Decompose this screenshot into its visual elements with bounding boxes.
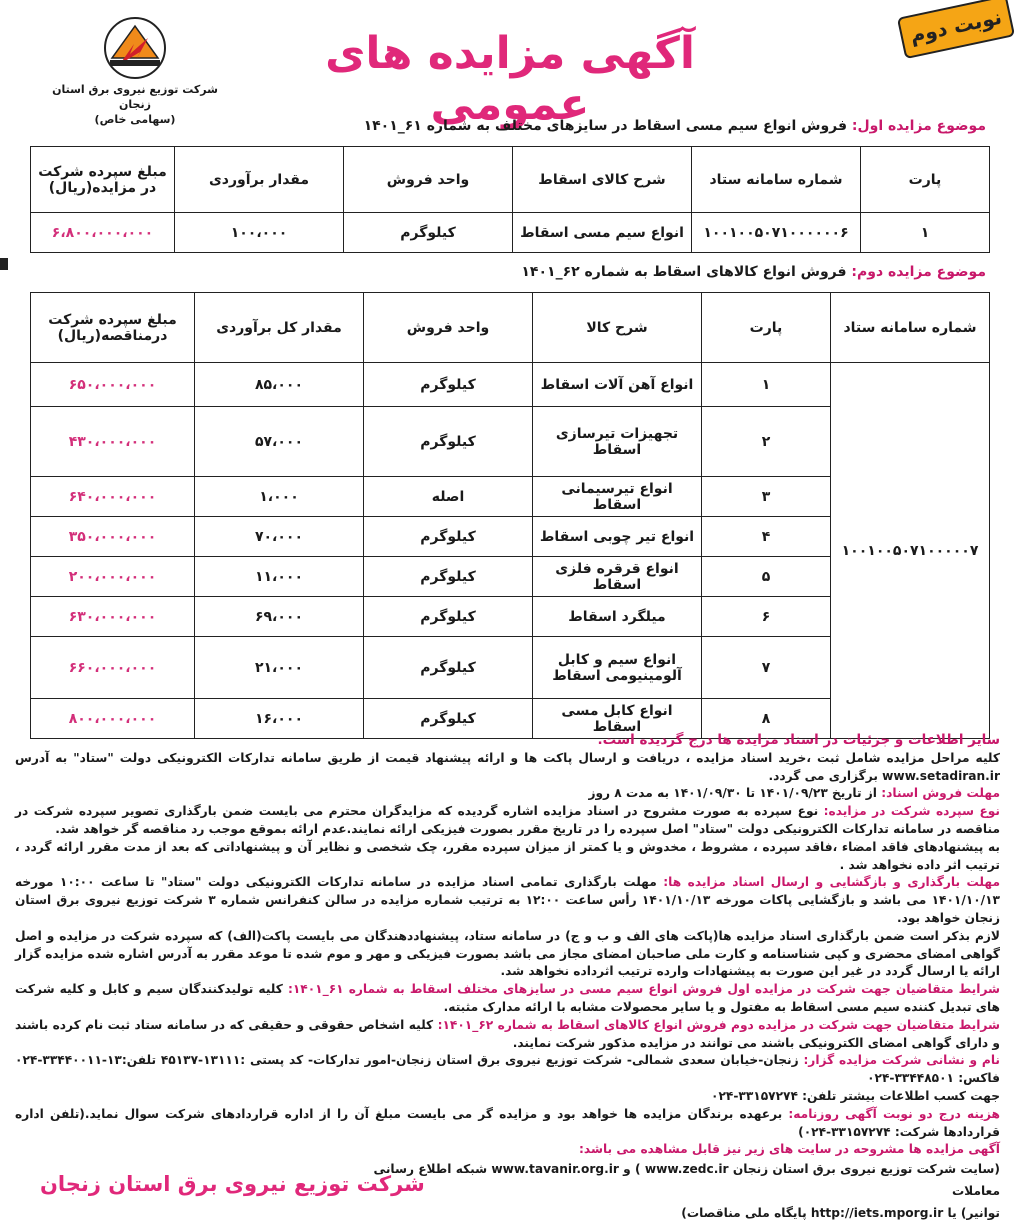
table-cell-description: میلگرد اسقاط [533,597,702,637]
info-paragraph [15,981,1000,1017]
table-cell: ۱۰۰،۰۰۰ [175,213,344,253]
cond2-text: کلیه اشخاص حقوقی و حقیقی که در سامانه ستاد ثبت نام کرده باشند و دارای گواهی امضای الکترونیکی باشند می توانند در مزایده مذکور شرکت نمایند. [15,1017,1000,1050]
cond2-label: شرایط متقاضیان جهت شرکت در مزایده دوم فروش انواع کالاهای اسقاط به شماره ۶۲_۱۴۰۱: [437,1017,1001,1032]
table-cell-description: انواع آهن آلات اسقاط [533,363,702,407]
envelope-text: لازم بذکر است ضمن بارگذاری اسناد مزایده ها(پاکت های الف و ب و ج) در سامانه ستاد، پیشنهاددهندگان می بایست پاکت(الف) که سپرده شرکت در مزایده و اصل گواهی امضای محضری و کپی شناسنامه و کارت ملی صاحبان امضای مجاز می باشد بصورت فیزیکی و مهر و موم شده تا موعد مقرر به آدرس اشاره شده مزایده گزار ارائه یا ارسال گردد در غیر این صورت به پیشنهادات وارده ترتیب اثرداده نخواهد شد. [15,928,1000,979]
address-label: نام و نشانی شرکت مزایده گزار: [803,1053,1000,1068]
notice-body [15,732,1000,1159]
table-cell-part: ۶ [702,597,831,637]
table-cell-deposit: ۸۰۰،۰۰۰،۰۰۰ [31,699,195,739]
table-cell-part: ۲ [702,407,831,477]
site-text: ) و [623,1162,641,1176]
table-cell-description: انواع تیر چوبی اسقاط [533,517,702,557]
company-logo-icon [90,14,180,86]
info-paragraph [15,803,1000,839]
table-cell-quantity: ۶۹،۰۰۰ [195,597,364,637]
table-cell-unit: کیلوگرم [364,407,533,477]
auction2-header: شماره سامانه ستاد [831,293,990,363]
auction1-subject [364,118,986,134]
site-text: شبکه اطلاع رسانی معاملات [373,1162,1000,1198]
info-paragraph [15,874,1000,927]
table-cell-unit: کیلوگرم [364,363,533,407]
table-cell-description: تجهیزات تیرسازی اسقاط [533,407,702,477]
auction1-header: مقدار برآوردی [175,147,344,213]
info-paragraph [15,1017,1000,1053]
margin-mark [0,258,8,270]
sale-text: از تاریخ ۱۴۰۱/۰۹/۲۳ تا ۱۴۰۱/۰۹/۳۰ به مدت ۸ روز [588,786,877,801]
auction1-subject-text: فروش انواع سیم مسی اسقاط در سایزهای مختلف به شماره ۶۱_۱۴۰۱ [363,118,848,134]
auction1-header: پارت [861,147,990,213]
note-text: به پیشنهادهای فاقد امضاء ،فاقد سپرده ، مشروط ، مخدوش و یا کمتر از میزان سپرده مقرر، چک شخصی و نظایر آن و پیشنهاداتی که بعد از مدت مقرر ارائه گردد ، ترتیب اثر داده نخواهد شد . [15,839,1000,872]
table-cell-deposit: ۶۵۰،۰۰۰،۰۰۰ [31,363,195,407]
logo-company-type: (سهامی خاص) [94,113,176,126]
table-cell-deposit: ۳۵۰،۰۰۰،۰۰۰ [31,517,195,557]
table-cell-part: ۱ [702,363,831,407]
deposit-text: نوع سپرده به صورت مشروح در اسناد مزایده اشاره گردیده که مزایدگران محترم می بایست ضمن بارگذاری تصویر سپرده شرکت در مناقصه در سامانه تدارکات الکترونیکی دولت "ستاد" اصل سپرده را در تاریخ مقرر بصورت فیزیکی ارائه نمایند.عدم ارائه بموقع موجب رد مناقصه گر خواهد شد. [15,804,1000,836]
table-cell: کیلوگرم [344,213,513,253]
table-cell-unit: کیلوگرم [364,597,533,637]
table-cell-quantity: ۲۱،۰۰۰ [195,637,364,699]
auction2-header-row [31,293,990,363]
tavanir-link[interactable]: www.tavanir.org.ir [491,1162,619,1176]
sites-list [360,1158,1000,1224]
table-cell-part: ۷ [702,637,831,699]
auction2-header: شرح کالا [533,293,702,363]
info-paragraph [15,839,1000,875]
auction2-header: واحد فروش [364,293,533,363]
info-p1-end: برگزاری می گردد. [768,768,878,783]
info-p1-text: کلیه مراحل مزایده شامل ثبت ،خرید اسناد مزایده ، دریافت و ارسال پاکت ها و ارائه پیشنهاد قیمت از طریق سامانه تدارکات الکترونیکی دولت "ستاد" به آدرس [15,750,1000,765]
info-paragraph [15,1052,1000,1088]
auction2-subject [521,264,986,280]
table-cell: انواع سیم مسی اسقاط [513,213,692,253]
table-cell: ۱۰۰۱۰۰۵۰۷۱۰۰۰۰۰۰۶ [692,213,861,253]
zedc-link[interactable]: www.zedc.ir [644,1162,729,1176]
auction1-label: موضوع مزایده اول: [851,118,986,134]
table-cell-unit: کیلوگرم [364,517,533,557]
logo-caption [50,82,220,127]
auction1-header: مبلغ سپرده شرکت در مزایده(ریال) [31,147,175,213]
table-cell: ۶،۸۰۰،۰۰۰،۰۰۰ [31,213,175,253]
round-badge: نوبت دوم [897,0,1015,59]
sites-heading: آگهی مزایده ها مشروحه در سایت های زیر نیز قابل مشاهده می باشد: [579,1142,1000,1157]
table-cell-unit: اصله [364,477,533,517]
table-cell-unit: کیلوگرم [364,557,533,597]
auction1-header: شرح کالای اسقاط [513,147,692,213]
table-row [31,363,990,407]
auction1-header-row [31,147,990,213]
table-cell-unit: کیلوگرم [364,699,533,739]
auction2-table [30,292,990,739]
iets-link[interactable]: http://iets.mporg.ir [810,1206,944,1220]
table-cell-description: انواع کابل مسی اسقاط [533,699,702,739]
table-cell-part: ۴ [702,517,831,557]
address-text: زنجان-خیابان سعدی شمالی- شرکت توزیع نیروی برق استان زنجان-امور تدارکات- کد پستی :۱۳۱۱۱-۴۵۱۳۷ تلفن:۱۳-۳۳۴۴۰۰۱۱-۰۲۴ فاکس: ۳۳۴۴۸۵۰۱-۰۲۴ [15,1053,1000,1086]
table-cell-description: انواع قرقره فلزی اسقاط [533,557,702,597]
info-paragraph [15,1088,1000,1106]
table-cell: ۱ [861,213,990,253]
table-cell-quantity: ۸۵،۰۰۰ [195,363,364,407]
auction1-header: واحد فروش [344,147,513,213]
table-cell-deposit: ۶۶۰،۰۰۰،۰۰۰ [31,637,195,699]
info-paragraph [15,928,1000,981]
table-cell-description: انواع سیم و کابل آلومینیومی اسقاط [533,637,702,699]
setad-link[interactable]: www.setadiran.ir [882,768,1000,783]
auction2-header: مقدار کل برآوردی [195,293,364,363]
table-cell-quantity: ۵۷،۰۰۰ [195,407,364,477]
table-cell-unit: کیلوگرم [364,637,533,699]
table-cell-quantity: ۱،۰۰۰ [195,477,364,517]
table-cell-deposit: ۶۴۰،۰۰۰،۰۰۰ [31,477,195,517]
upload-label: مهلت بارگذاری و بازگشایی و ارسال اسناد مزایده ها: [663,875,1000,890]
upload-text: مهلت بارگذاری تمامی اسناد مزایده در سامانه تدارکات الکترونیکی دولت "ستاد" تا ساعت ۱۰:۰۰ مورخه ۱۴۰۱/۱۰/۱۳ می باشد و بازگشایی پاکات مورخه ۱۴۰۱/۱۰/۱۳ رأس ساعت ۱۲:۰۰ به ترتیب شماره مزایده در سالن کنفرانس شماره ۳ شرکت توزیع نیروی برق استان زنجان خواهد بود. [15,875,1000,925]
table-cell-part: ۳ [702,477,831,517]
site-text: توانیر) یا [947,1206,1000,1220]
site-text: پایگاه ملی مناقصات) [681,1206,807,1220]
phone-text: جهت کسب اطلاعات بیشتر تلفن: ۳۳۱۵۷۲۷۴-۰۲۴ [711,1088,1000,1103]
cond1-label: شرایط متقاضیان جهت شرکت در مزایده اول فروش انواع سیم مسی در سایزهای مختلف اسقاط به شماره ۶۱_۱۴۰۱: [287,982,1001,997]
info-paragraph [15,750,1000,786]
cond1-text: کلیه تولیدکنندگان سیم و کابل و کلیه شرکت های تبدیل کننده سیم مسی اسقاط به مفتول و یا سایر محصولات مشابه با ارائه مدارک مثبته. [15,982,1000,1014]
auction2-subject-text: فروش انواع کالاهای اسقاط به شماره ۶۲_۱۴۰۱ [521,264,847,280]
auction1-table [30,146,990,253]
table-cell-deposit: ۲۰۰،۰۰۰،۰۰۰ [31,557,195,597]
auction2-header: مبلغ سپرده شرکت درمناقصه(ریال) [31,293,195,363]
table-cell-deposit: ۴۳۰،۰۰۰،۰۰۰ [31,407,195,477]
site-text: (سایت شرکت توزیع نیروی برق استان زنجان [732,1162,1000,1176]
auction2-header: پارت [702,293,831,363]
table-cell-description: انواع تیرسیمانی اسقاط [533,477,702,517]
page-title: آگهی مزایده های عمومی [325,28,695,130]
cost-text: برعهده برندگان مزایده ها خواهد بود و مزایده گر می بایست مبلغ آن را از اداره قراردادهای شرکت سوال نماید.(تلفن اداره قراردادها شرکت: ۳۳۱۵۷۲۷۴-۰۲۴) [15,1106,1000,1139]
table-cell-quantity: ۱۱،۰۰۰ [195,557,364,597]
table-cell-quantity: ۱۶،۰۰۰ [195,699,364,739]
info-heading [15,732,1000,750]
logo-company-name: شرکت توزیع نیروی برق استان زنجان [52,83,218,111]
auction1-header: شماره سامانه ستاد [692,147,861,213]
table-cell-part: ۸ [702,699,831,739]
auction2-label: موضوع مزایده دوم: [851,264,986,280]
setad-number-cell: ۱۰۰۱۰۰۵۰۷۱۰۰۰۰۰۷ [831,363,990,739]
deposit-label: نوع سپرده شرکت در مزایده: [823,804,1001,819]
table-cell-quantity: ۷۰،۰۰۰ [195,517,364,557]
info-paragraph [15,785,1000,803]
info-paragraph [15,1141,1000,1159]
table-row [31,213,990,253]
table-cell-part: ۵ [702,557,831,597]
info-paragraph [15,1106,1000,1142]
cost-label: هزینه درج دو نوبت آگهی روزنامه: [788,1106,1000,1121]
info-heading-text: سایر اطلاعات و جزئیات در اسناد مزایده ها درج گردیده است. [597,732,1000,748]
table-cell-deposit: ۶۳۰،۰۰۰،۰۰۰ [31,597,195,637]
footer-company-name: شرکت توزیع نیروی برق استان زنجان [40,1172,425,1196]
sale-label: مهلت فروش اسناد: [881,786,1000,801]
